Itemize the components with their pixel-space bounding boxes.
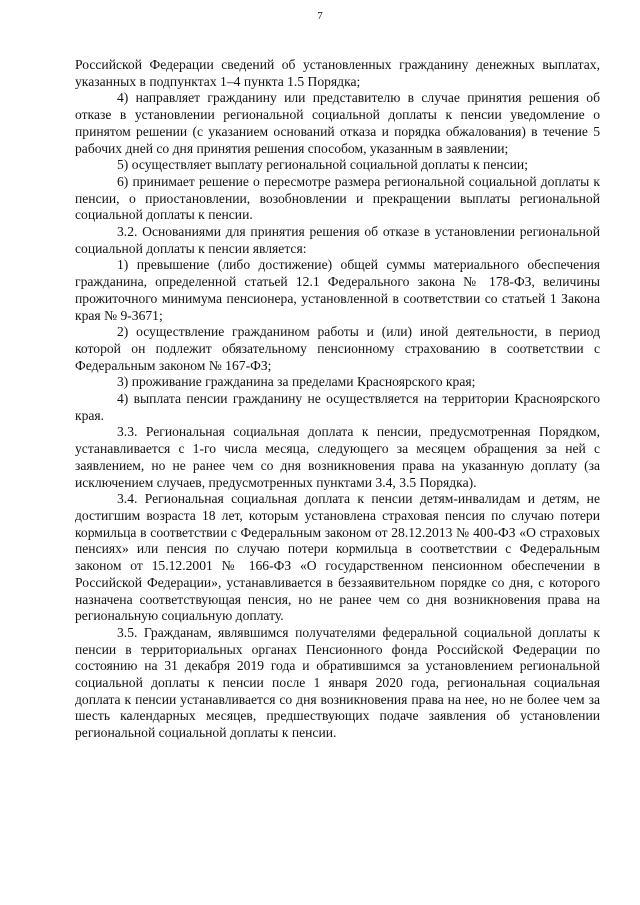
paragraph-3-2-item-1: 1) превышение (либо достижение) общей суммы материального обеспечения гражданина, определенной статьей 12.1 Федерального закона № 178-ФЗ, величины прожиточного минимума пенсионера, установленной в соответствии со статьей 1 Закона края № 9-3671; — [75, 257, 600, 323]
paragraph-3-2: 3.2. Основаниями для принятия решения об отказе в установлении региональной социальной доплаты к пенсии является: — [75, 224, 600, 256]
paragraph-item-5-payment: 5) осуществляет выплату региональной социальной доплаты к пенсии; — [117, 157, 528, 173]
paragraph-3-2-item-4: 4) выплата пенсии гражданину не осуществляется на территории Красноярского края. — [75, 391, 600, 423]
paragraph-3-2-item-2: 2) осуществление гражданином работы и (или) иной деятельности, в период которой он подлежит обязательному пенсионному страхованию в соответствии с Федеральным законом № 167-ФЗ; — [75, 324, 600, 373]
paragraph-3-4: 3.4. Региональная социальная доплата к пенсии детям-инвалидам и детям, не достигшим возраста 18 лет, которым установлена страховая пенсия по случаю потери кормильца в соответствии с Федеральным законом от 28.12.2013 № 400-ФЗ «О страховых пенсиях» или пенсия по случаю потери кормильца в соответствии с Федеральным законом от 15.12.2001 № 166-ФЗ «О государственном пенсионном обеспечении в Российской Федерации», устанавливается в беззаявительном порядке со дня, с которого назначена соответствующая пенсия, но не ранее чем со дня возникновения права на региональную социальную доплату. — [75, 491, 600, 624]
paragraph-continuation: Российской Федерации сведений об установленных гражданину денежных выплатах, указанных в подпунктах 1–4 пункта 1.5 Порядка; — [75, 57, 600, 89]
paragraph-item-4-notify: 4) направляет гражданину или представителю в случае принятия решения об отказе в установлении региональной социальной доплаты к пенсии уведомление о принятом решении (с указанием оснований отказа и порядка обжалования) в течение 5 рабочих дней со дня принятия решения способом, указанным в заявлении; — [75, 90, 600, 156]
paragraph-item-6-review: 6) принимает решение о пересмотре размера региональной социальной доплаты к пенсии, о приостановлении, возобновлении и прекращении выплаты региональной социальной доплаты к пенсии. — [75, 173, 600, 223]
paragraph-3-5: 3.5. Гражданам, являвшимся получателями федеральной социальной доплаты к пенсии в территориальных органах Пенсионного фонда Российской Федерации по состоянию на 31 декабря 2019 года и обратившимся за установлением региональной социальной доплаты к пенсии после 1 января 2020 года, региональная социальная доплата к пенсии устанавливается со дня возникновения права на нее, но не более чем за шесть календарных месяцев, предшествующих подаче заявления об установлении региональной социальной доплаты к пенсии. — [75, 624, 600, 741]
paragraph-3-2-item-3: 3) проживание гражданина за пределами Красноярского края; — [117, 374, 476, 390]
page-number: 7 — [317, 10, 323, 22]
paragraph-3-3: 3.3. Региональная социальная доплата к пенсии, предусмотренная Порядком, устанавливается с 1-го числа месяца, следующего за месяцем обращения за ней с заявлением, но не ранее чем со дня возникновения права на указанную доплату (за исключением случаев, предусмотренных пунктами 3.4, 3.5 Порядка). — [75, 424, 600, 490]
document-body — [75, 57, 600, 742]
